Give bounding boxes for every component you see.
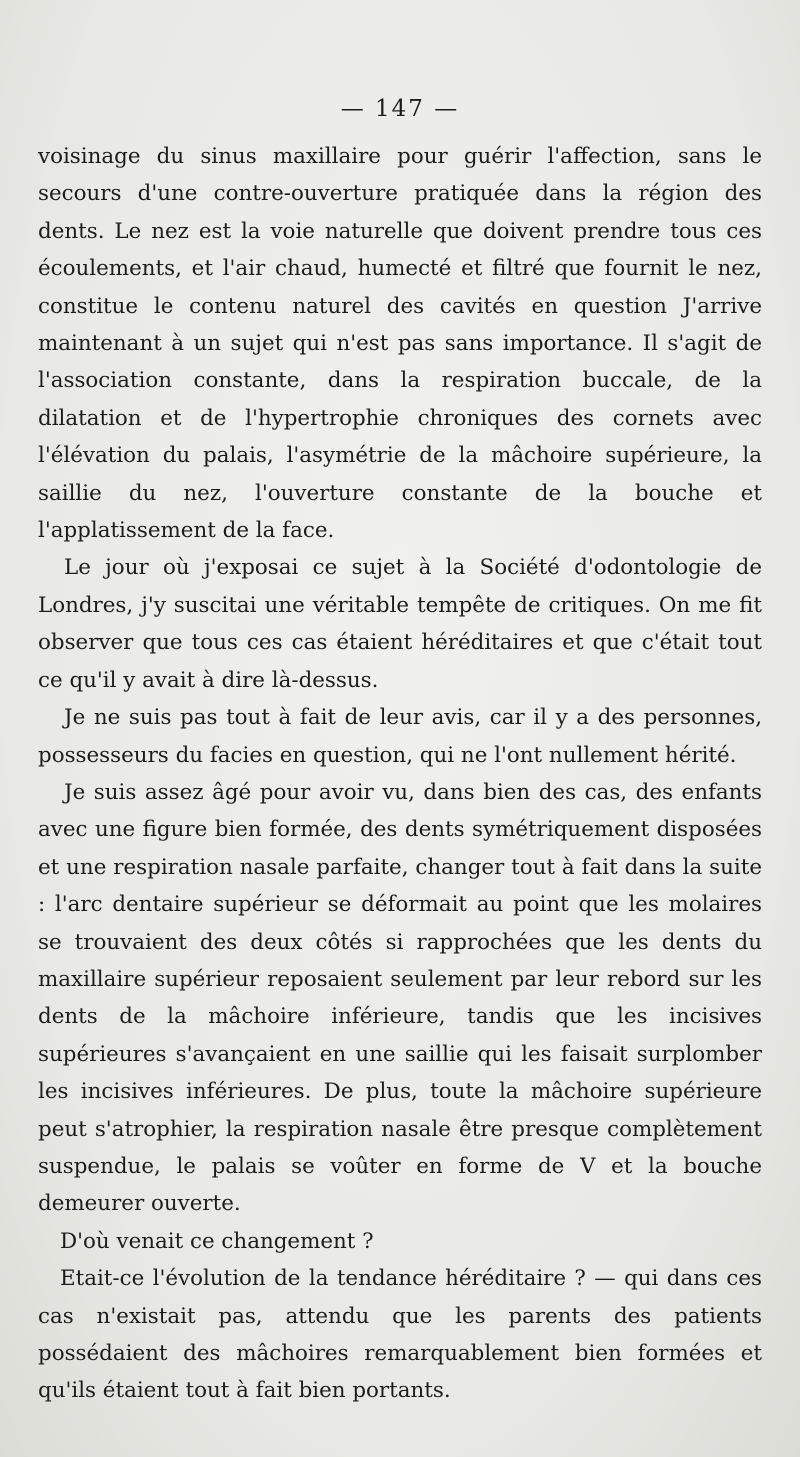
paragraph-5: D'où venait ce changement ? bbox=[60, 1228, 374, 1254]
paragraph-6: Etait-ce l'évolution de la tendance héréditaire ? — qui dans ces cas n'existait pas, attendu que les parents des patients possédaient des mâchoires remarquablement bien formées et qu'ils étaient tout à fait bien portants. bbox=[38, 1266, 762, 1404]
paragraph-3: Je ne suis pas tout à fait de leur avis, car il y a des personnes, possesseurs du facies en question, qui ne l'ont nullement hérité. bbox=[38, 705, 762, 768]
paragraph-4: Je suis assez âgé pour avoir vu, dans bien des cas, des enfants avec une figure bien formée, des dents symétriquement disposées et une respiration nasale parfaite, changer tout à fait dans la suite : l'arc dentaire supérieur se déformait au point que les molaires se trouvaient des deux côtés si rapprochées que les dents du maxillaire supérieur reposaient seulement par leur rebord sur les dents de la mâchoire inférieure, tandis que les incisives supérieures s'avançaient en une saillie qui les faisait surplomber les incisives inférieures. De plus, toute la mâchoire supérieure peut s'atrophier, la respiration nasale être presque complètement suspendue, le palais se voûter en forme de V et la bouche demeurer ouverte. bbox=[38, 779, 762, 1217]
paragraph-2: Le jour où j'exposai ce sujet à la Société d'odontologie de Londres, j'y suscitai une véritable tempête de critiques. On me fit observer que tous ces cas étaient héréditaires et que c'était tout ce qu'il y avait à dire là-dessus. bbox=[38, 555, 762, 693]
body-text bbox=[38, 138, 762, 1410]
paragraph-1: voisinage du sinus maxillaire pour guérir l'affection, sans le secours d'une contre-ouverture pratiquée dans la région des dents. Le nez est la voie naturelle que doivent prendre tous ces écoulements, et l'air chaud, humecté et filtré que fournit le nez, constitue le contenu naturel des cavités en question J'arrive maintenant à un sujet qui n'est pas sans importance. Il s'agit de l'association constante, dans la respiration buccale, de la dilatation et de l'hypertrophie chroniques des cornets avec l'élévation du palais, l'asymétrie de la mâchoire supérieure, la saillie du nez, l'ouverture constante de la bouche et l'applatissement de la face. bbox=[38, 144, 762, 544]
page-number: — 147 — bbox=[340, 96, 460, 122]
